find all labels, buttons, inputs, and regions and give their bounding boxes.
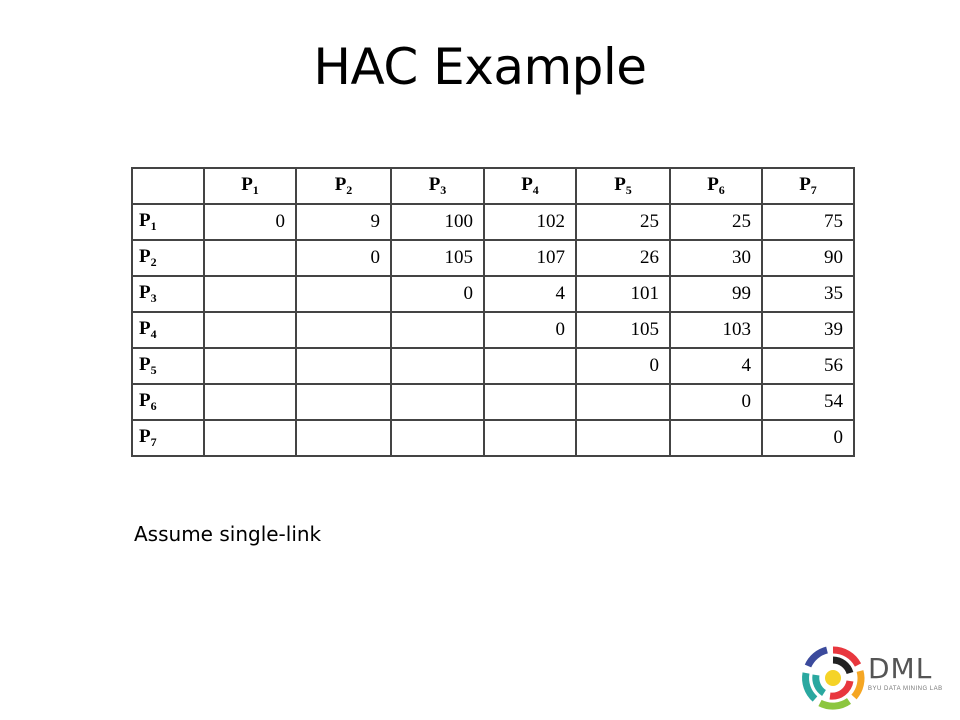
header-label: $P_1$	[241, 174, 259, 197]
corner-cell	[132, 168, 204, 204]
distance-cell	[204, 312, 296, 348]
distance-cell	[484, 420, 576, 456]
row-header: $P_4$	[132, 312, 204, 348]
distance-cell: 4	[670, 348, 762, 384]
distance-cell: 107	[484, 240, 576, 276]
column-header	[762, 168, 854, 204]
distance-cell: 0	[296, 240, 391, 276]
distance-cell	[484, 384, 576, 420]
distance-cell	[391, 420, 484, 456]
distance-cell: 0	[204, 204, 296, 240]
row-header: $P_1$	[132, 204, 204, 240]
header-label: $P_2$	[334, 174, 353, 197]
row-header: $P_5$	[132, 348, 204, 384]
distance-cell	[391, 312, 484, 348]
distance-cell: 105	[391, 240, 484, 276]
distance-cell: 0	[576, 348, 670, 384]
distance-cell: 0	[762, 420, 854, 456]
logo-wordmark: DML	[868, 652, 933, 685]
distance-cell: 25	[576, 204, 670, 240]
row-header: $P_2$	[132, 240, 204, 276]
distance-matrix	[131, 167, 855, 457]
distance-cell: 39	[762, 312, 854, 348]
logo-subtitle: BYU DATA MINING LAB	[868, 686, 943, 692]
dml-logo-icon	[800, 645, 866, 711]
row-header: $P_7$	[132, 420, 204, 456]
distance-cell	[296, 312, 391, 348]
distance-cell: 0	[670, 384, 762, 420]
distance-cell: 26	[576, 240, 670, 276]
distance-cell	[391, 384, 484, 420]
row-header: $P_6$	[132, 384, 204, 420]
column-header	[204, 168, 296, 204]
distance-cell: 101	[576, 276, 670, 312]
distance-cell	[576, 420, 670, 456]
distance-cell: 54	[762, 384, 854, 420]
table-row	[132, 204, 854, 240]
distance-cell: 105	[576, 312, 670, 348]
distance-cell: 75	[762, 204, 854, 240]
column-header	[296, 168, 391, 204]
distance-cell	[296, 348, 391, 384]
distance-cell: 100	[391, 204, 484, 240]
distance-cell	[204, 384, 296, 420]
table-row	[132, 312, 854, 348]
matrix-body	[132, 204, 854, 456]
distance-cell: 99	[670, 276, 762, 312]
header-label: $P_5$	[614, 174, 632, 197]
column-header	[484, 168, 576, 204]
distance-cell	[296, 420, 391, 456]
distance-cell: 90	[762, 240, 854, 276]
header-label: $P_7$	[799, 174, 817, 197]
table-row	[132, 240, 854, 276]
distance-cell	[296, 384, 391, 420]
distance-cell: 35	[762, 276, 854, 312]
distance-cell: 0	[391, 276, 484, 312]
row-header: $P_3$	[132, 276, 204, 312]
table-row	[132, 348, 854, 384]
distance-cell	[576, 384, 670, 420]
header-label: $P_3$	[428, 174, 447, 197]
table-row	[132, 420, 854, 456]
distance-cell	[670, 420, 762, 456]
distance-cell	[484, 348, 576, 384]
distance-cell: 30	[670, 240, 762, 276]
table-row	[132, 276, 854, 312]
distance-cell	[204, 240, 296, 276]
method-note: Assume single-link	[134, 522, 322, 546]
slide-title: HAC Example	[313, 38, 647, 96]
distance-cell: 103	[670, 312, 762, 348]
header-label: $P_6$	[707, 174, 725, 197]
header-label: $P_4$	[521, 174, 539, 197]
column-header	[576, 168, 670, 204]
distance-cell	[391, 348, 484, 384]
distance-cell	[204, 420, 296, 456]
header-row	[132, 168, 854, 204]
distance-cell: 25	[670, 204, 762, 240]
distance-cell	[204, 276, 296, 312]
distance-cell: 9	[296, 204, 391, 240]
distance-cell	[296, 276, 391, 312]
distance-cell: 4	[484, 276, 576, 312]
table-row	[132, 384, 854, 420]
distance-cell	[204, 348, 296, 384]
column-header	[391, 168, 484, 204]
distance-cell: 0	[484, 312, 576, 348]
distance-cell: 56	[762, 348, 854, 384]
column-header	[670, 168, 762, 204]
distance-cell: 102	[484, 204, 576, 240]
